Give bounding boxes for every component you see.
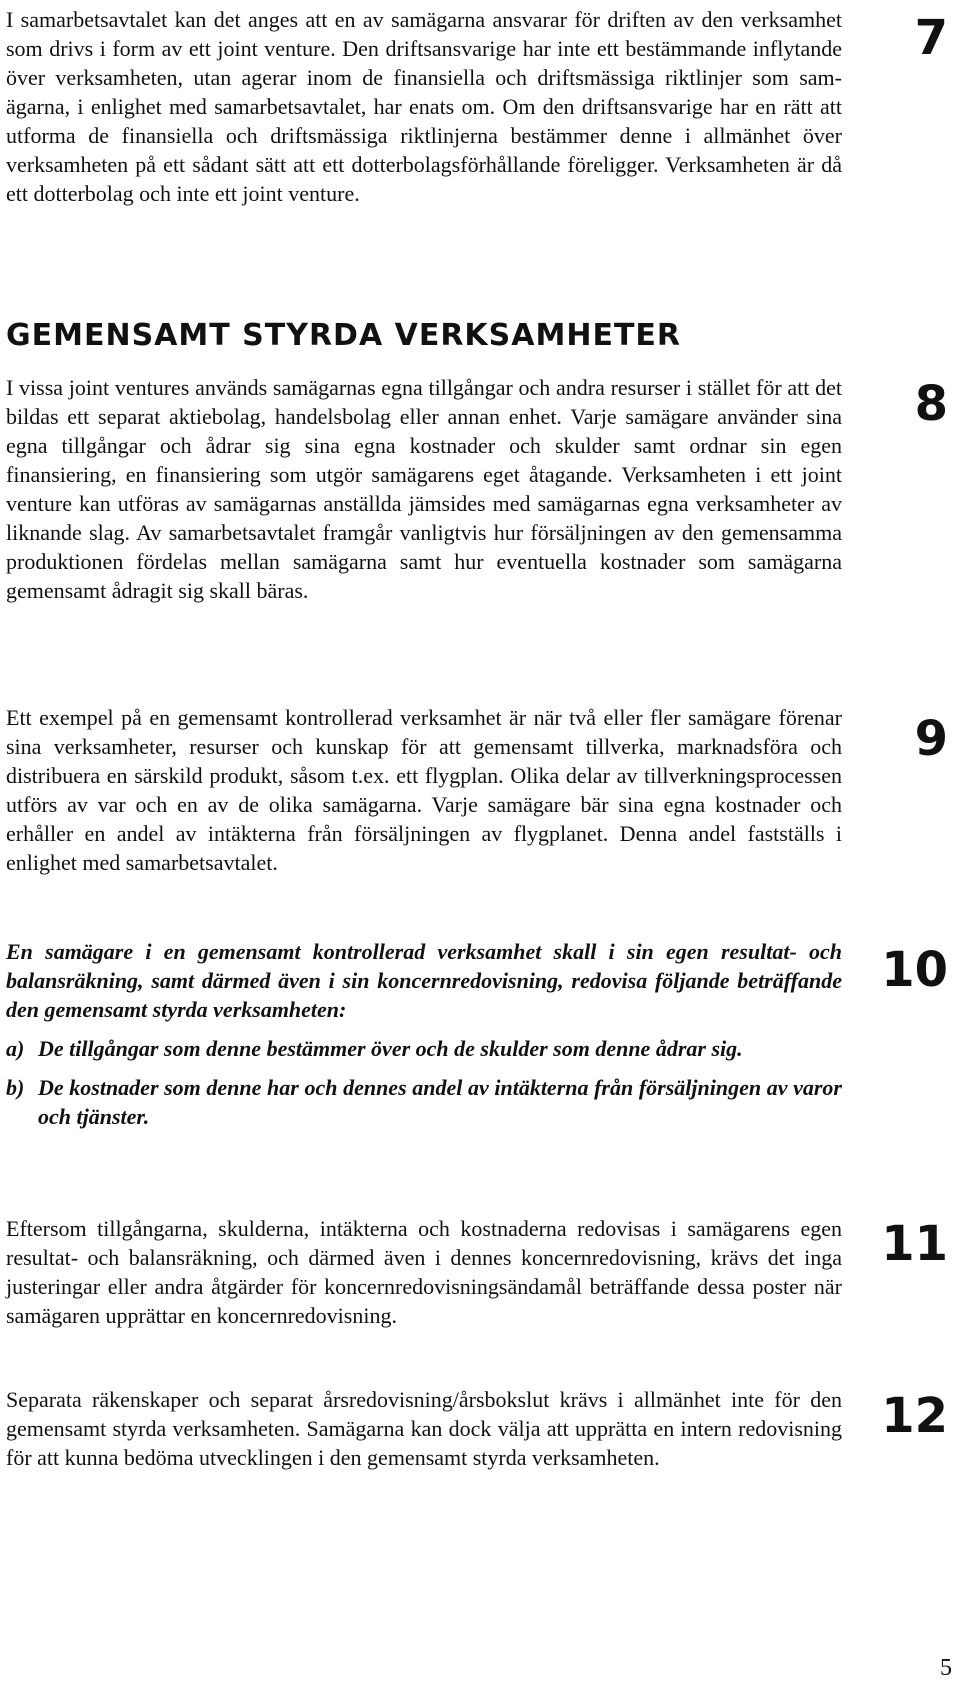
rule-item-label: a): [6, 1036, 25, 1061]
rule-item-text: De kostnader som denne har och dennes andel av intäkterna från försäljningen av varor och tjänster.: [38, 1075, 842, 1129]
margin-number-7: 7: [914, 10, 948, 66]
margin-number-8: 8: [914, 376, 948, 432]
margin-number-9: 9: [914, 711, 948, 767]
margin-number-12: 12: [881, 1388, 948, 1444]
rule-item-text: De tillgångar som denne bestämmer över och de skulder som denne ådrar sig.: [38, 1036, 743, 1061]
rule-item-label: b): [6, 1075, 25, 1100]
section-heading: GEMENSAMT STYRDA VERKSAMHETER: [6, 318, 682, 353]
rule-item-b: [6, 1073, 842, 1131]
paragraph-8: I vissa joint ventures används samägarnas egna tillgångar och andra resurser i stället för att det bildas ett separat aktiebolag, handelsbolag eller annan enhet. Varje samägare använder sina egna tillgångar och ådrar sig sina egna kostnader och skulder samt ordnar sin egen finansiering, en finansiering som utgör samägarens eget åtagande. Verksamheten i ett joint venture kan utföras av samägarnas anställda jämsides med samägarnas egna verksamheter av liknande slag. Av samarbetsavtalet framgår vanligtvis hur försäljningen av den gemensamma produktionen fördelas mellan samägarna samt hur eventuella kostnader som samägarna gemensamt ådragit sig skall bäras.: [6, 375, 842, 603]
page-number: 5: [940, 1655, 952, 1681]
standard-rule-10: [6, 937, 842, 1131]
rule-item-a: [6, 1034, 842, 1063]
paragraph-9: Ett exempel på en gemensamt kontrollerad verksamhet är när två eller fler samägare förenar sina verksamheter, resurser och kunskap för att gemensamt tillverka, marknadsföra och distribuera en särskild produkt, såsom t.ex. ett flygplan. Olika delar av tillverkningsprocessen utförs av var och en av de olika samägarna. Varje samägare bär sina egna kostnader och erhåller en andel av intäkterna från försäljningen av flygplanet. Denna andel fastställs i enlighet med samarbetsavtalet.: [6, 705, 842, 875]
paragraph-joint-venture-operator: I samarbetsavtalet kan det anges att en av samägarna ansvarar för driften av den verksamhet som drivs i form av ett joint venture. Den driftsansvarige har inte ett bestämmande inflytande över verksamheten, utan agerar inom de finansiella och driftsmässiga riktlinjer som samägarna, i enlighet med samarbetsavtalet, har enats om. Om den driftsansvarige har en rätt att utforma de finansiella och driftsmässiga riktlinjerna bestämmer denne i allmänhet över verksamheten på ett sådant sätt att ett dotterbolagsförhållande föreligger. Verksamheten är då ett dotterbolag och inte ett joint venture.: [6, 7, 842, 206]
rule-intro: En samägare i en gemensamt kontrollerad verksamhet skall i sin egen resultat- och balansräkning, samt därmed även i sin koncernredovisning, redovisa följande beträffande den gemensamt styrda verksamheten:: [6, 939, 842, 1022]
margin-number-11: 11: [881, 1216, 948, 1272]
paragraph-11: Eftersom tillgångarna, skulderna, intäkterna och kostnaderna redovisas i samägarens egen resultat- och balansräkning, och därmed även i dennes koncernredovisning, krävs det inga justeringar eller andra åtgärder för koncernredovisningsändamål beträffande dessa poster när samägaren upprättar en koncernredovisning.: [6, 1216, 842, 1328]
margin-number-10: 10: [881, 942, 948, 998]
paragraph-12: Separata räkenskaper och separat årsredovisning/årsbokslut krävs i allmänhet inte för den gemensamt styrda verksamheten. Samägarna kan dock välja att upprätta en intern redovisning för att kunna bedöma utvecklingen i den gemensamt styrda verksamheten.: [6, 1387, 842, 1470]
